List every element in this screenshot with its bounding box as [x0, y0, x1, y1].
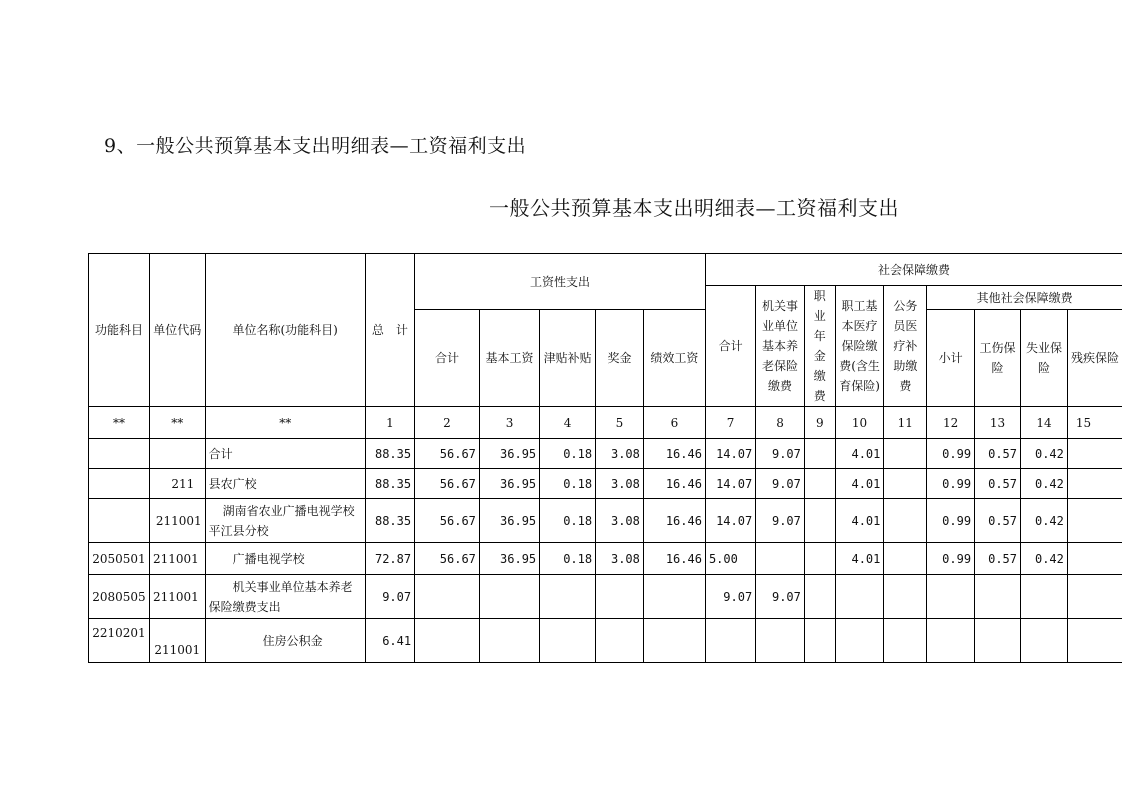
disabled-cell	[1067, 619, 1122, 663]
func-code-cell	[89, 439, 150, 469]
social-sum-cell: 5.00	[705, 543, 755, 575]
col-header-bonus: 奖金	[596, 310, 644, 407]
index-cell: 8	[756, 407, 805, 439]
col-header-performance: 绩效工资	[643, 310, 705, 407]
index-cell: 4	[540, 407, 596, 439]
performance-cell: 16.46	[643, 439, 705, 469]
civil-medical-cell	[884, 619, 927, 663]
table-row	[89, 499, 1122, 543]
pension-cell: 9.07	[756, 439, 805, 469]
table-row	[89, 469, 1122, 499]
col-header-social-sum: 合计	[705, 286, 755, 407]
performance-cell: 16.46	[643, 499, 705, 543]
other-subtotal-cell: 0.99	[927, 439, 975, 469]
total-cell: 88.35	[365, 469, 414, 499]
total-cell: 9.07	[365, 575, 414, 619]
pension-cell	[756, 619, 805, 663]
col-header-civil-medical: 公务员医疗补助缴费	[884, 286, 927, 407]
allowance-cell	[540, 575, 596, 619]
injury-cell	[975, 575, 1021, 619]
social-sum-cell: 9.07	[705, 575, 755, 619]
civil-medical-cell	[884, 543, 927, 575]
index-cell: 5	[596, 407, 644, 439]
col-header-pension: 机关事业单位基本养老保险缴费	[756, 286, 805, 407]
bonus-cell: 3.08	[596, 543, 644, 575]
table-row	[89, 543, 1122, 575]
index-cell: 1	[365, 407, 414, 439]
basic-wage-cell: 36.95	[479, 439, 539, 469]
other-subtotal-cell	[927, 619, 975, 663]
social-sum-cell: 14.07	[705, 439, 755, 469]
performance-cell: 16.46	[643, 543, 705, 575]
index-row	[89, 407, 1122, 439]
medical-cell: 4.01	[835, 499, 884, 543]
basic-wage-cell: 36.95	[479, 499, 539, 543]
col-header-injury: 工伤保险	[975, 310, 1021, 407]
bonus-cell	[596, 619, 644, 663]
wage-sum-cell: 56.67	[415, 439, 480, 469]
index-cell: 2	[415, 407, 480, 439]
total-cell: 88.35	[365, 439, 414, 469]
index-cell: 3	[479, 407, 539, 439]
bonus-cell: 3.08	[596, 469, 644, 499]
civil-medical-cell	[884, 469, 927, 499]
wage-sum-cell	[415, 619, 480, 663]
other-subtotal-cell: 0.99	[927, 469, 975, 499]
social-sum-cell: 14.07	[705, 499, 755, 543]
index-cell: 6	[643, 407, 705, 439]
civil-medical-cell	[884, 439, 927, 469]
table-row	[89, 575, 1122, 619]
other-subtotal-cell: 0.99	[927, 499, 975, 543]
table-title: 一般公共预算基本支出明细表—工资福利支出	[489, 196, 899, 220]
social-sum-cell: 14.07	[705, 469, 755, 499]
index-cell: **	[205, 407, 365, 439]
col-header-unemployment: 失业保险	[1021, 310, 1068, 407]
func-code-cell: 2210201	[89, 619, 150, 663]
pension-cell	[756, 543, 805, 575]
unemployment-cell	[1021, 575, 1068, 619]
allowance-cell: 0.18	[540, 439, 596, 469]
annuity-cell	[804, 619, 835, 663]
unit-code-cell: 211001	[149, 619, 205, 663]
unit-code-cell: 211	[149, 469, 205, 499]
unemployment-cell: 0.42	[1021, 499, 1068, 543]
unit-name-cell: 住房公积金	[205, 619, 365, 663]
unit-name-cell: 机关事业单位基本养老保险缴费支出	[205, 575, 365, 619]
col-header-disabled: 残疾保险	[1067, 310, 1122, 407]
disabled-cell	[1067, 499, 1122, 543]
basic-wage-cell: 36.95	[479, 543, 539, 575]
other-subtotal-cell: 0.99	[927, 543, 975, 575]
group-header-social: 社会保障缴费	[705, 254, 1122, 286]
total-cell: 6.41	[365, 619, 414, 663]
index-cell: **	[89, 407, 150, 439]
col-header-unit-code: 单位代码	[149, 254, 205, 407]
total-cell: 72.87	[365, 543, 414, 575]
bonus-cell: 3.08	[596, 499, 644, 543]
col-header-annuity: 职业年金缴费	[804, 286, 835, 407]
allowance-cell: 0.18	[540, 543, 596, 575]
table-row	[89, 439, 1122, 469]
injury-cell: 0.57	[975, 469, 1021, 499]
group-header-wage: 工资性支出	[415, 254, 706, 310]
total-cell: 88.35	[365, 499, 414, 543]
disabled-cell	[1067, 469, 1122, 499]
index-cell: 9	[804, 407, 835, 439]
index-cell: **	[149, 407, 205, 439]
func-code-cell	[89, 469, 150, 499]
bonus-cell	[596, 575, 644, 619]
pension-cell: 9.07	[756, 575, 805, 619]
index-cell: 12	[927, 407, 975, 439]
injury-cell	[975, 619, 1021, 663]
disabled-cell	[1067, 575, 1122, 619]
unit-code-cell: 211001	[149, 543, 205, 575]
index-cell: 10	[835, 407, 884, 439]
unemployment-cell: 0.42	[1021, 439, 1068, 469]
unemployment-cell: 0.42	[1021, 543, 1068, 575]
basic-wage-cell: 36.95	[479, 469, 539, 499]
unemployment-cell	[1021, 619, 1068, 663]
col-header-basic-wage: 基本工资	[479, 310, 539, 407]
unemployment-cell: 0.42	[1021, 469, 1068, 499]
unit-name-cell: 湖南省农业广播电视学校平江县分校	[205, 499, 365, 543]
unit-code-cell	[149, 439, 205, 469]
annuity-cell	[804, 439, 835, 469]
annuity-cell	[804, 543, 835, 575]
col-header-total: 总 计	[365, 254, 414, 407]
pension-cell: 9.07	[756, 469, 805, 499]
col-header-wage-sum: 合计	[415, 310, 480, 407]
index-cell: 13	[975, 407, 1021, 439]
col-header-allowance: 津贴补贴	[540, 310, 596, 407]
func-code-cell	[89, 499, 150, 543]
basic-wage-cell	[479, 619, 539, 663]
injury-cell: 0.57	[975, 499, 1021, 543]
wage-sum-cell: 56.67	[415, 469, 480, 499]
performance-cell: 16.46	[643, 469, 705, 499]
allowance-cell: 0.18	[540, 499, 596, 543]
func-code-cell: 2050501	[89, 543, 150, 575]
injury-cell: 0.57	[975, 543, 1021, 575]
unit-name-cell: 合计	[205, 439, 365, 469]
index-cell: 14	[1021, 407, 1068, 439]
col-header-func-code: 功能科目	[89, 254, 150, 407]
wage-sum-cell: 56.67	[415, 499, 480, 543]
injury-cell: 0.57	[975, 439, 1021, 469]
func-code-cell: 2080505	[89, 575, 150, 619]
unit-name-cell: 广播电视学校	[205, 543, 365, 575]
annuity-cell	[804, 469, 835, 499]
annuity-cell	[804, 499, 835, 543]
annuity-cell	[804, 575, 835, 619]
medical-cell: 4.01	[835, 543, 884, 575]
unit-code-cell: 211001	[149, 499, 205, 543]
unit-name-cell: 县农广校	[205, 469, 365, 499]
disabled-cell	[1067, 439, 1122, 469]
pension-cell: 9.07	[756, 499, 805, 543]
index-cell: 11	[884, 407, 927, 439]
medical-cell: 4.01	[835, 469, 884, 499]
page-heading: 9、一般公共预算基本支出明细表—工资福利支出	[104, 135, 527, 157]
budget-table	[88, 253, 1122, 663]
performance-cell	[643, 619, 705, 663]
wage-sum-cell	[415, 575, 480, 619]
social-sum-cell	[705, 619, 755, 663]
medical-cell	[835, 619, 884, 663]
col-header-other-subtotal: 小计	[927, 310, 975, 407]
col-header-medical: 职工基本医疗保险缴费(含生育保险)	[835, 286, 884, 407]
col-header-unit-name: 单位名称(功能科目)	[205, 254, 365, 407]
index-cell: 7	[705, 407, 755, 439]
allowance-cell	[540, 619, 596, 663]
group-header-other-social: 其他社会保障缴费	[927, 286, 1122, 310]
basic-wage-cell	[479, 575, 539, 619]
civil-medical-cell	[884, 575, 927, 619]
unit-code-cell: 211001	[149, 575, 205, 619]
civil-medical-cell	[884, 499, 927, 543]
medical-cell: 4.01	[835, 439, 884, 469]
performance-cell	[643, 575, 705, 619]
disabled-cell	[1067, 543, 1122, 575]
table-row	[89, 619, 1122, 663]
other-subtotal-cell	[927, 575, 975, 619]
allowance-cell: 0.18	[540, 469, 596, 499]
medical-cell	[835, 575, 884, 619]
bonus-cell: 3.08	[596, 439, 644, 469]
wage-sum-cell: 56.67	[415, 543, 480, 575]
index-cell: 15	[1067, 407, 1122, 439]
